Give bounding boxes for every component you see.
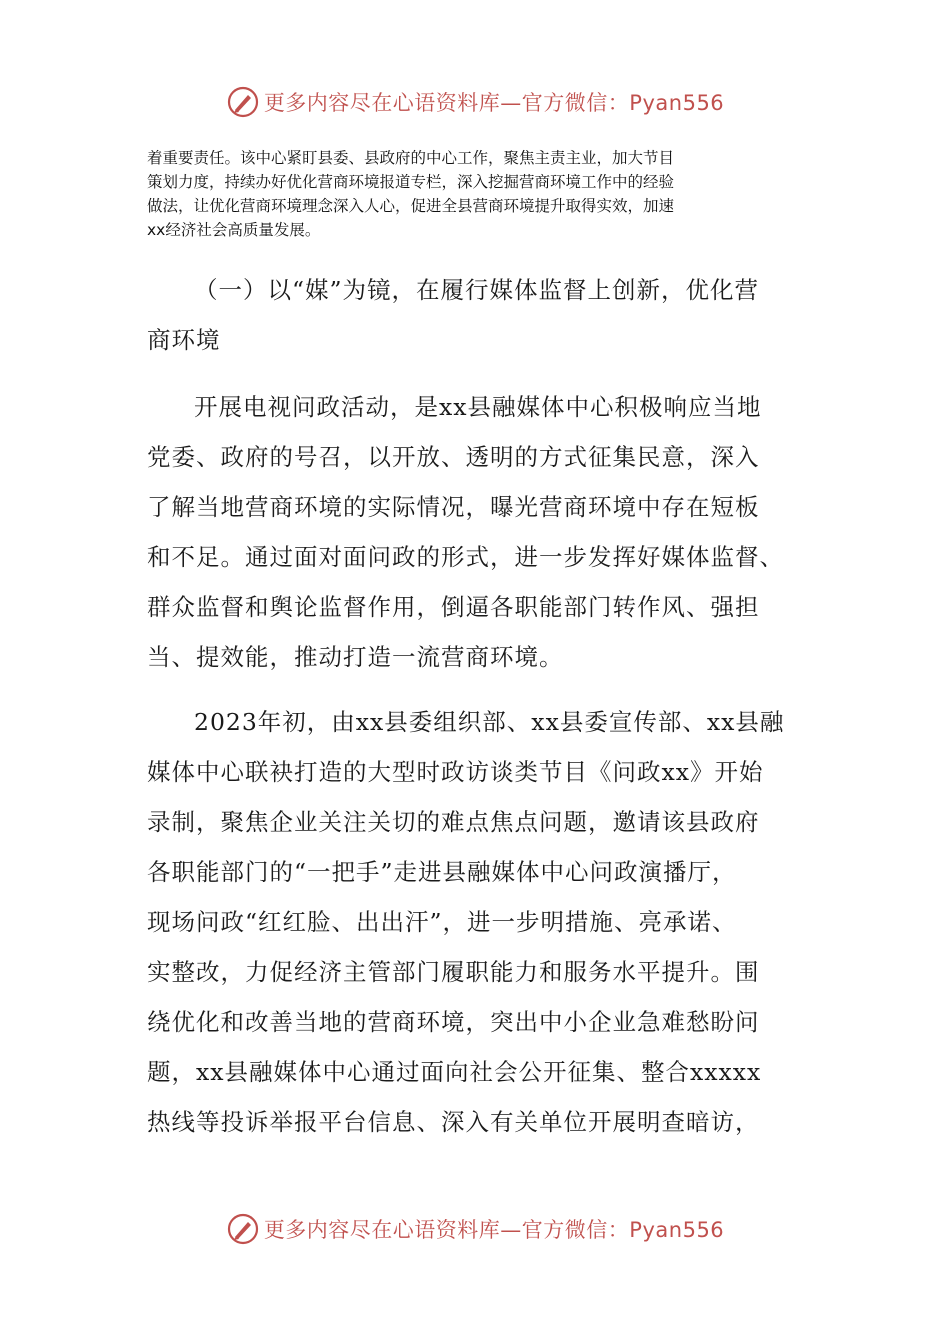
watermark-text: 更多内容尽在心语资料库—官方微信：Pyan556 <box>263 91 725 115</box>
intro-line: 着重要责任。该中心紧盯县委、县政府的中心工作，聚焦主责主业，加大节目 <box>147 149 675 167</box>
paragraph-line: 和不足。通过面对面问政的形式，进一步发挥好媒体监督、 <box>147 543 784 571</box>
paragraph-line: 热线等投诉举报平台信息、深入有关单位开展明查暗访， <box>147 1108 760 1136</box>
paragraph-line: 现场问政“红红脸、出出汗”，进一步明措施、亮承诺、 <box>147 908 737 936</box>
section-heading <box>147 265 807 365</box>
paragraph-line: 了解当地营商环境的实际情况，曝光营商环境中存在短板 <box>147 493 760 521</box>
paragraph-line: 当、提效能，推动打造一流营商环境。 <box>147 643 564 671</box>
watermark-banner-top <box>0 80 950 124</box>
intro-line: 策划力度，持续办好优化营商环境报道专栏，深入挖掘营商环境工作中的经验 <box>147 173 675 191</box>
paragraph-1 <box>147 382 807 682</box>
heading-line: 商环境 <box>147 326 221 354</box>
intro-paragraph <box>147 146 807 242</box>
pen-logo-icon <box>226 1212 260 1246</box>
pen-logo-icon <box>226 85 260 119</box>
watermark-text: 更多内容尽在心语资料库—官方微信：Pyan556 <box>263 1218 725 1242</box>
paragraph-line: 群众监督和舆论监督作用，倒逼各职能部门转作风、强担 <box>147 593 760 621</box>
paragraph-line: 绕优化和改善当地的营商环境，突出中小企业急难愁盼问 <box>147 1008 760 1036</box>
intro-line: xx经济社会高质量发展。 <box>147 221 321 239</box>
paragraph-line: 录制，聚焦企业关注关切的难点焦点问题，邀请该县政府 <box>147 808 760 836</box>
heading-line: （一）以“媒”为镜，在履行媒体监督上创新，优化营 <box>194 276 760 304</box>
paragraph-line: 党委、政府的号召，以开放、透明的方式征集民意，深入 <box>147 443 760 471</box>
paragraph-2 <box>147 697 807 1147</box>
paragraph-line: 题，xx县融媒体中心通过面向社会公开征集、整合xxxxx <box>147 1058 762 1086</box>
paragraph-line: 各职能部门的“一把手”走进县融媒体中心问政演播厅， <box>147 858 737 886</box>
watermark-banner-bottom <box>0 1207 950 1251</box>
paragraph-line: 开展电视问政活动，是xx县融媒体中心积极响应当地 <box>194 393 762 421</box>
paragraph-line: 2023年初，由xx县委组织部、xx县委宣传部、xx县融 <box>194 708 785 736</box>
paragraph-line: 实整改，力促经济主管部门履职能力和服务水平提升。围 <box>147 958 760 986</box>
intro-line: 做法，让优化营商环境理念深入人心，促进全县营商环境提升取得实效，加速 <box>147 197 675 215</box>
paragraph-line: 媒体中心联袂打造的大型时政访谈类节目《问政xx》开始 <box>147 758 764 786</box>
